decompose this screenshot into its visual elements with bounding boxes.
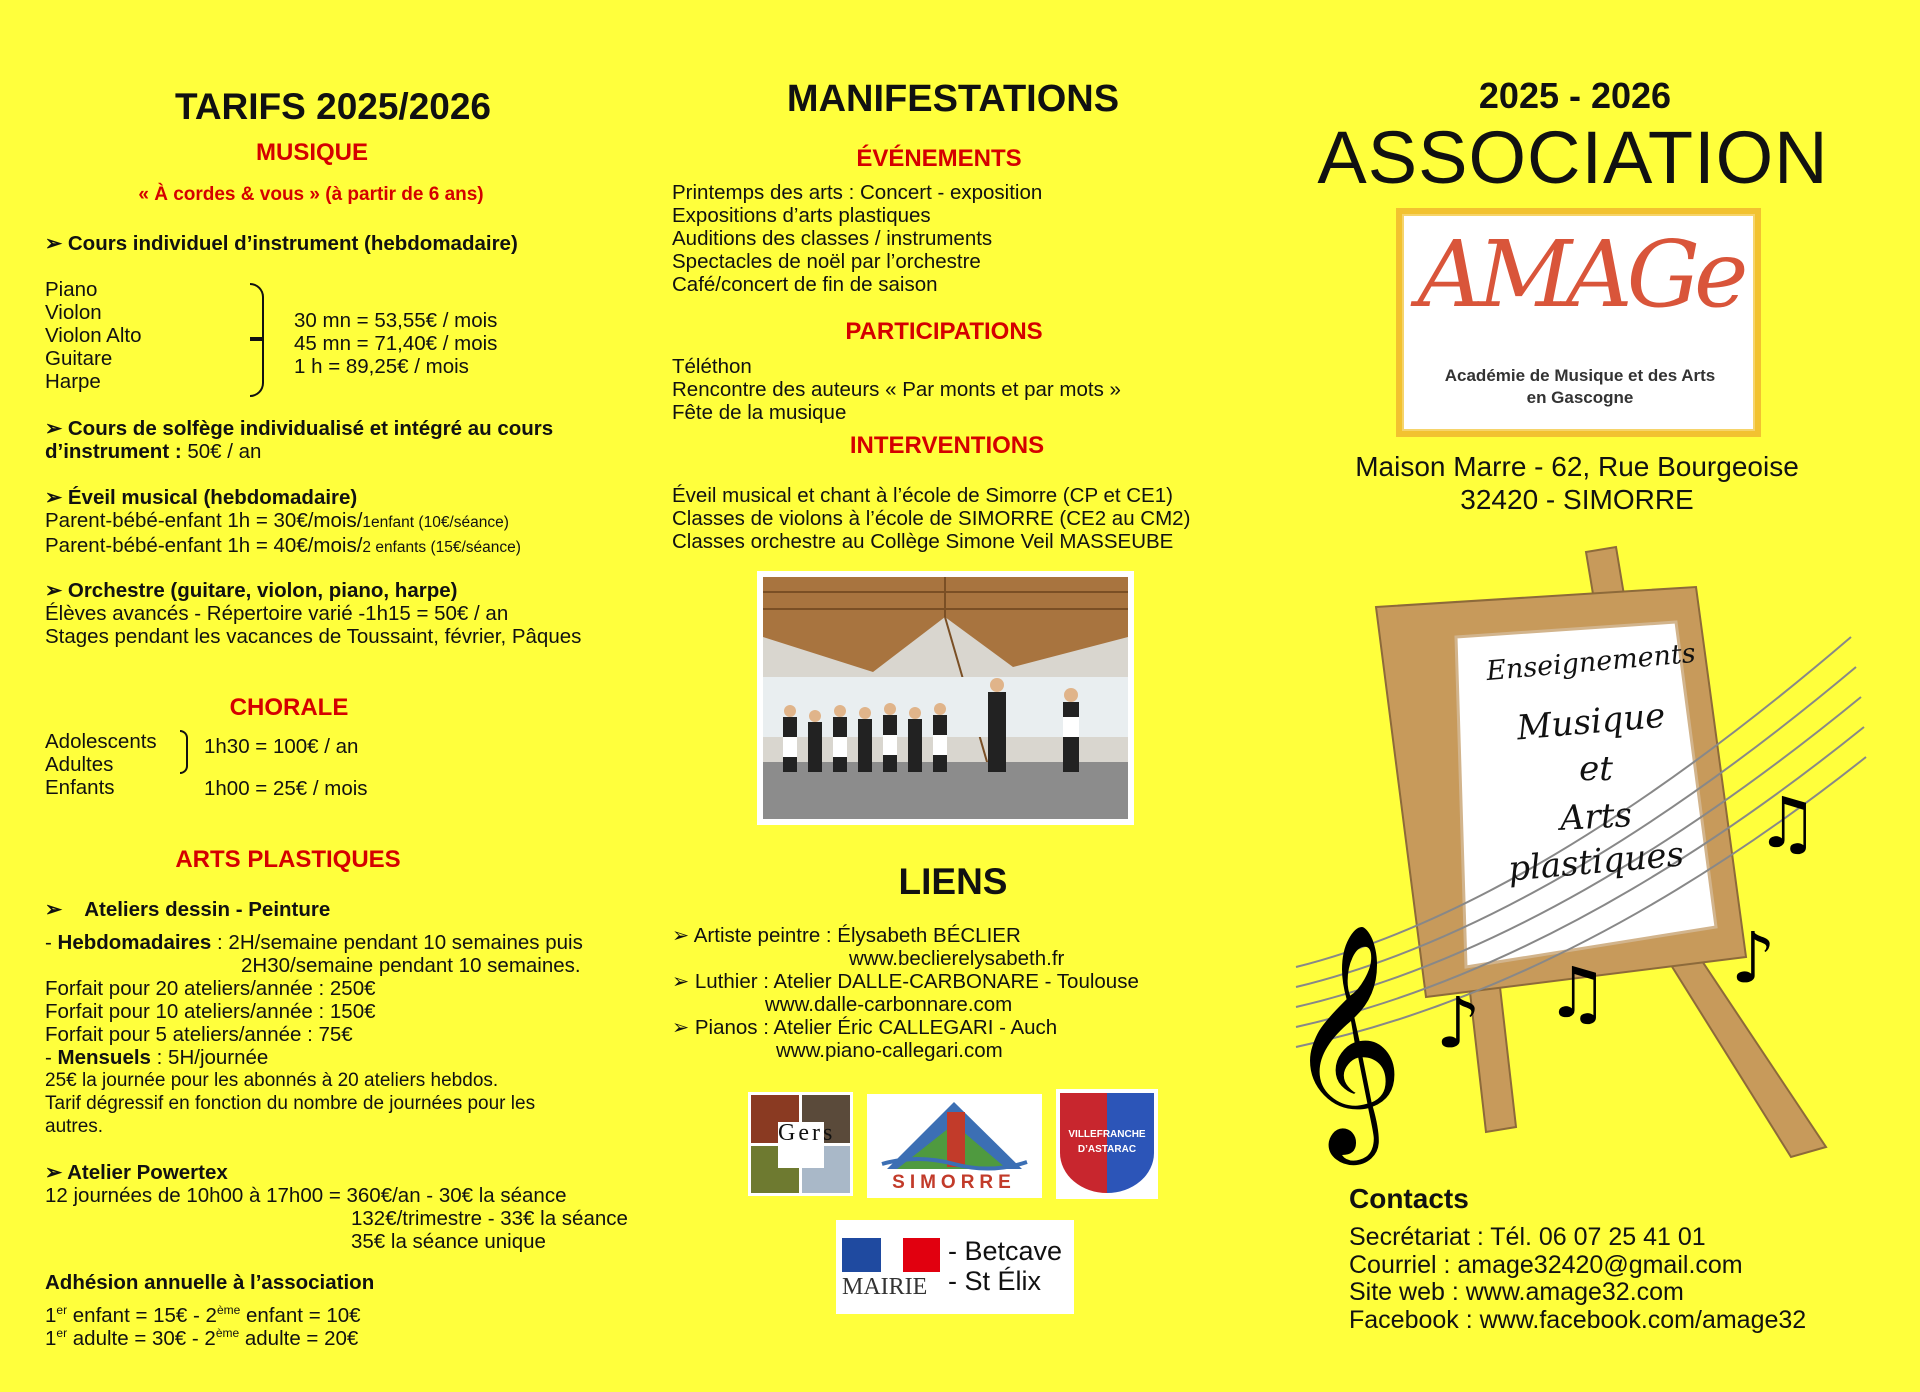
instrument: Violon <box>45 301 102 324</box>
contact-website[interactable]: Site web : www.amage32.com <box>1349 1278 1684 1307</box>
link-item: ➢ Luthier : Atelier DALLE-CARBONARE - Toulouse <box>672 970 1139 993</box>
instrument: Harpe <box>45 370 101 393</box>
ateliers-details: - Hebdomadaires : 2H/semaine pendant 10 semaines puis 2H30/semaine pendant 10 semaines. Forfait pour 20 ateliers/année : 250€ Forfait pour 10 ateliers/année : 150€ Forfait pour 5 ateliers/année : 75€ - Mensuels : 5H/journée 25€ la journée pour les abonnés à 20 ateliers hebdos. Tarif dégressif en fonction du nombre de journées pour les autres. <box>45 931 583 1137</box>
arrowhead-bullet-icon: ➢ <box>672 970 695 993</box>
link-item: ➢ Pianos : Atelier Éric CALLEGARI - Auch <box>672 1016 1058 1039</box>
arrowhead-bullet-icon: ➢ <box>45 417 68 440</box>
interventions-heading: INTERVENTIONS <box>849 432 1045 459</box>
instrument: Piano <box>45 278 98 301</box>
list-item: Café/concert de fin de saison <box>672 273 938 296</box>
list-item: Fête de la musique <box>672 401 847 424</box>
association-title: ASSOCIATION <box>1317 116 1829 199</box>
evenements-heading: ÉVÉNEMENTS <box>856 145 1022 172</box>
arrowhead-bullet-icon: ➢ <box>45 232 68 255</box>
easel-text-et: et <box>1579 749 1613 789</box>
treble-clef-icon: 𝄞 <box>1286 922 1405 1155</box>
ateliers-dessin: ➢ Ateliers dessin - Peinture <box>45 898 331 921</box>
solfege: ➢ Cours de solfège individualisé et intégré au cours d’instrument : 50€ / an <box>45 417 554 463</box>
easel-text-arts: Arts <box>1559 795 1633 839</box>
link-item: ➢ Artiste peintre : Élysabeth BÉCLIER <box>672 924 1021 947</box>
eveil-musical: ➢ Éveil musical (hebdomadaire) Parent-bébé-enfant 1h = 30€/mois/1enfant (10€/séance) Parent-bébé-enfant 1h = 40€/mois/2 enfants (15€/séance) <box>45 486 521 557</box>
list-item: Rencontre des auteurs « Par monts et par mots » <box>672 378 1121 401</box>
arrowhead-bullet-icon: ➢ <box>672 924 694 947</box>
tarifs-title: TARIFS 2025/2026 <box>174 86 492 127</box>
price: 30 mn = 53,55€ / mois <box>294 309 498 332</box>
arrowhead-bullet-icon: ➢ <box>45 579 68 602</box>
chorale-price-ado: 1h30 = 100€ / an <box>204 735 359 758</box>
contacts-heading: Contacts <box>1349 1183 1469 1214</box>
chorale-groups: Adolescents Adultes Enfants <box>45 730 157 799</box>
music-note-icon: ♪ <box>1436 982 1481 1064</box>
arrowhead-bullet-icon: ➢ <box>45 486 68 509</box>
link-url[interactable]: www.dalle-carbonnare.com <box>765 993 1013 1016</box>
easel-text-musique: Musique <box>1515 695 1667 749</box>
instrument-list <box>45 278 142 393</box>
chorale-heading: CHORALE <box>229 694 349 721</box>
list-item: Éveil musical et chant à l’école de Simorre (CP et CE1) <box>672 484 1173 507</box>
music-note-icon: ♪ <box>1731 917 1776 999</box>
contacts-list <box>1349 1224 1806 1335</box>
arts-heading: ARTS PLASTIQUES <box>175 846 401 873</box>
adhesion-adulte: 1er adulte = 30€ - 2ème adulte = 20€ <box>45 1326 359 1350</box>
cours-individuel: ➢ Cours individuel d’instrument (hebdomadaire) <box>45 232 518 255</box>
music-note-icon: ♫ <box>1546 952 1609 1034</box>
brace-icon <box>250 339 264 397</box>
liens-list <box>672 924 1139 1062</box>
easel-illustration <box>1286 527 1867 1177</box>
instrument-prices <box>294 309 497 378</box>
address: Maison Marre - 62, Rue Bourgeoise 32420 - SIMORRE <box>1355 451 1799 515</box>
brace-icon <box>180 730 188 774</box>
villefranche-logo: VILLEFRANCHE D’ASTARAC <box>1056 1089 1158 1199</box>
list-item: Expositions d’arts plastiques <box>672 204 931 227</box>
arrowhead-bullet-icon: ➢ <box>672 1016 695 1039</box>
list-item: Printemps des arts : Concert - exposition <box>672 181 1043 204</box>
easel-text-plastiques: plastiques <box>1506 834 1686 890</box>
price: 1 h = 89,25€ / mois <box>294 355 469 378</box>
gers-logo: Gers <box>748 1092 853 1196</box>
participations-heading: PARTICIPATIONS <box>845 318 1043 345</box>
manifestations-title: MANIFESTATIONS <box>786 78 1120 120</box>
orchestra-photo <box>757 571 1134 825</box>
list-item: Spectacles de noël par l’orchestre <box>672 250 981 273</box>
arrowhead-bullet-icon: ➢ <box>45 1161 68 1184</box>
musique-heading: MUSIQUE <box>255 139 369 166</box>
easel-text-enseignements: Enseignements <box>1485 637 1697 688</box>
list-item: Auditions des classes / instruments <box>672 227 993 250</box>
instrument: Violon Alto <box>45 324 142 347</box>
instrument: Guitare <box>45 347 113 370</box>
adhesion-lines <box>45 1304 361 1350</box>
contact-email[interactable]: Courriel : amage32420@gmail.com <box>1349 1250 1743 1279</box>
years: 2025 - 2026 <box>1478 75 1672 116</box>
list-item: Téléthon <box>672 355 752 378</box>
powertex: ➢ Atelier Powertex 12 journées de 10h00 à 17h00 = 360€/an - 30€ la séance 132€/trimestre - 33€ la séance 35€ la séance unique <box>45 1161 628 1253</box>
list-item: Classes de violons à l’école de SIMORRE (CE2 au CM2) <box>672 507 1191 530</box>
interventions-list <box>672 484 1190 553</box>
contact-phone: Secrétariat : Tél. 06 07 25 41 01 <box>1349 1223 1706 1251</box>
chorale-price-enfants: 1h00 = 25€ / mois <box>204 777 368 800</box>
marianne-icon <box>842 1238 940 1272</box>
link-url[interactable]: www.piano-callegari.com <box>776 1039 1003 1062</box>
amage-logo: AMAGe Académie de Musique et des Arts en Gascogne <box>1396 208 1761 437</box>
evenements-list <box>672 181 1042 296</box>
participations-list <box>672 355 1121 424</box>
simorre-logo: SIMORRE <box>867 1094 1042 1198</box>
contact-facebook[interactable]: Facebook : www.facebook.com/amage32 <box>1349 1306 1807 1335</box>
musique-subheading: « À cordes & vous » (à partir de 6 ans) <box>138 184 484 205</box>
music-note-icon: ♫ <box>1756 782 1819 864</box>
adhesion-enfant: 1er enfant = 15€ - 2ème enfant = 10€ <box>45 1303 361 1327</box>
orchestre: ➢ Orchestre (guitare, violon, piano, harpe) Élèves avancés - Répertoire varié -1h15 = 50€ / an Stages pendant les vacances de Toussaint, février, Pâques <box>45 579 582 648</box>
price: 45 mn = 71,40€ / mois <box>294 332 498 355</box>
link-url[interactable]: www.beclierelysabeth.fr <box>849 947 1065 970</box>
liens-title: LIENS <box>898 861 1008 902</box>
brace-icon <box>250 283 264 339</box>
arrowhead-bullet-icon: ➢ <box>45 898 63 921</box>
list-item: Classes orchestre au Collège Simone Veil MASSEUBE <box>672 530 1174 553</box>
adhesion-heading: Adhésion annuelle à l’association <box>45 1271 375 1294</box>
mairie-logo: MAIRIE - Betcave - St Élix <box>836 1220 1074 1314</box>
